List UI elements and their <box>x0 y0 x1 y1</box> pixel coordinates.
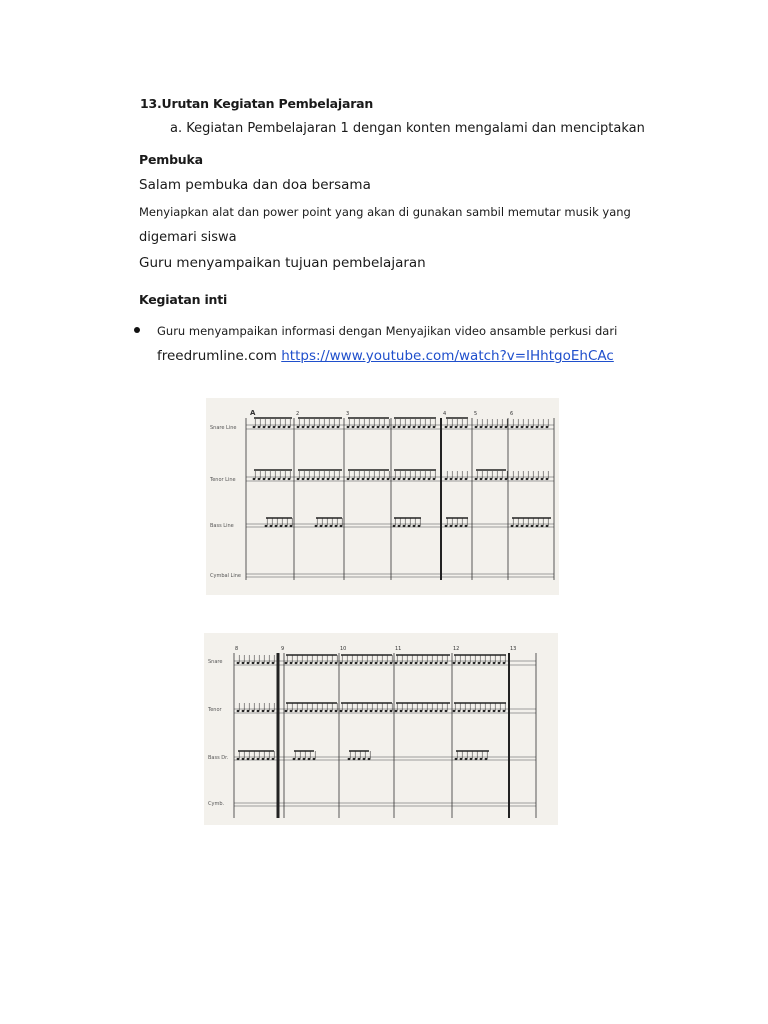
pembuka-line-3: digemari siswa <box>139 230 237 245</box>
score-2-measure-number: 11 <box>395 646 402 652</box>
score-2-label-cymbal: Cymb. <box>208 801 225 807</box>
kegiatan-inti-heading: Kegiatan inti <box>139 292 228 307</box>
site-name: freedrumline.com <box>157 348 277 364</box>
score-1-label-bass: Bass Line <box>210 523 234 529</box>
score-1-svg <box>206 398 559 595</box>
score-2-measure-number: 10 <box>340 646 347 652</box>
score-2-label-bass: Bass Dr. <box>208 755 229 761</box>
pembuka-line-4: Guru menyampaikan tujuan pembelajaran <box>139 255 426 271</box>
score-2-measure-number: 8 <box>235 646 239 652</box>
score-1-rehearsal-mark: A <box>250 409 256 417</box>
score-1-label-snare: Snare Line <box>210 425 237 431</box>
pembuka-line-1: Salam pembuka dan doa bersama <box>139 177 371 193</box>
score-1-measure-number: 2 <box>296 411 300 417</box>
score-2-label-tenor: Tenor <box>208 707 222 713</box>
score-2-label-snare: Snare <box>208 659 223 665</box>
bullet-icon <box>134 327 140 333</box>
inti-bullet-text: Guru menyampaikan informasi dengan Menyajikan video ansamble perkusi dari <box>157 324 618 338</box>
score-1-measure-number: 6 <box>510 411 514 417</box>
score-2-measure-number: 13 <box>510 646 517 652</box>
score-1-measure-number: 4 <box>443 411 447 417</box>
drum-score-image-1 <box>206 398 559 595</box>
score-1-measure-number: 3 <box>346 411 350 417</box>
inti-source-line <box>157 348 614 364</box>
pembuka-heading: Pembuka <box>139 152 203 167</box>
score-2-measure-number: 12 <box>453 646 460 652</box>
drum-score-image-2 <box>204 633 558 825</box>
score-1-label-tenor: Tenor Line <box>210 477 236 483</box>
pembuka-line-2: Menyiapkan alat dan power point yang akan di gunakan sambil memutar musik yang <box>139 205 631 219</box>
score-2-measure-number: 9 <box>281 646 285 652</box>
score-1-measure-number: 5 <box>474 411 478 417</box>
youtube-link[interactable]: https://www.youtube.com/watch?v=IHhtgoEhCAc <box>281 348 614 364</box>
score-1-label-cymbal: Cymbal Line <box>210 573 241 579</box>
sub-item-a: a. Kegiatan Pembelajaran 1 dengan konten mengalami dan menciptakan <box>170 121 645 136</box>
score-2-svg <box>204 633 558 825</box>
section-heading: 13.Urutan Kegiatan Pembelajaran <box>140 96 374 111</box>
